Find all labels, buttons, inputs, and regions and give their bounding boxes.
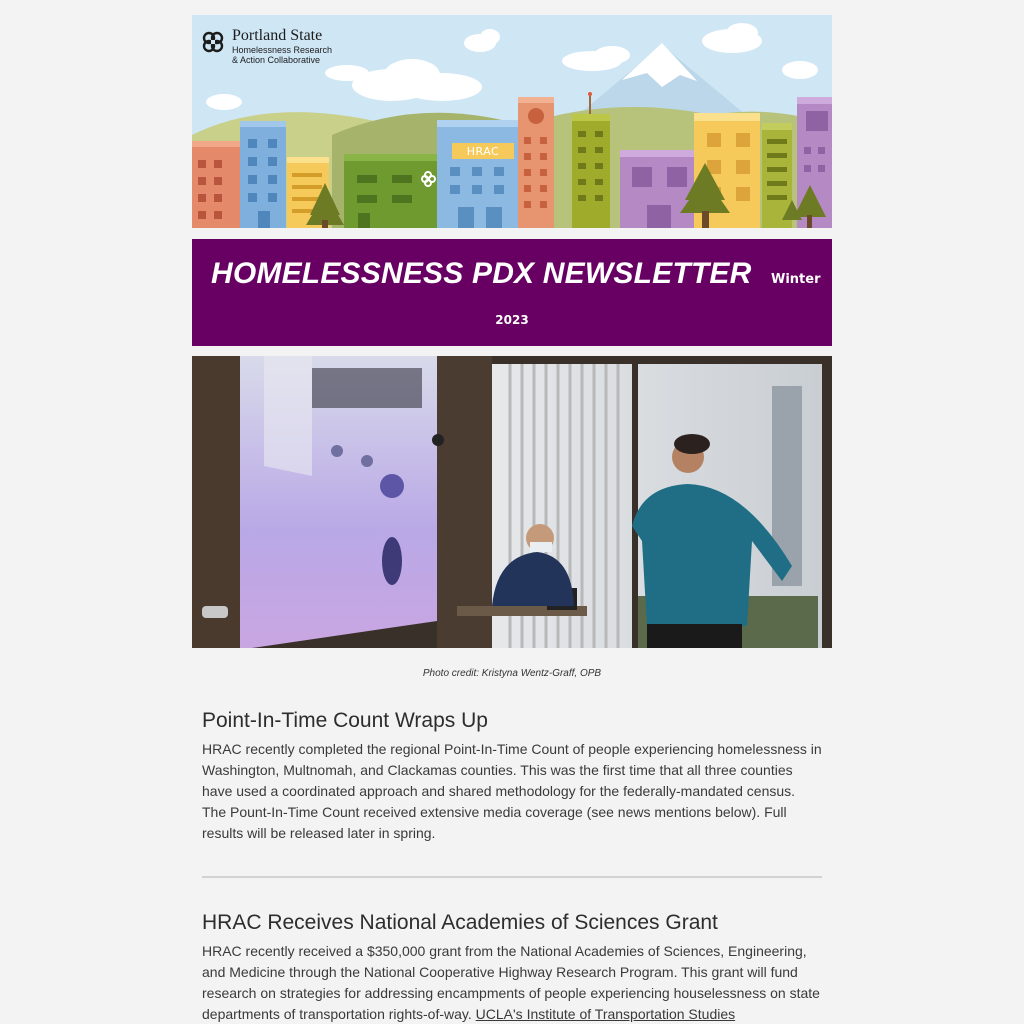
newsletter-title: HOMELESSNESS PDX NEWSLETTER [211,257,752,290]
presentation-photo [192,356,832,648]
logo-text [232,27,332,65]
newsletter-season: Winter [771,272,821,287]
masthead [192,239,832,346]
hrac-building-sign: HRAC [466,145,500,158]
article-pit-count [192,709,832,844]
hero-photo [192,356,832,648]
article-nas-grant [192,911,832,1024]
logo-line-1: Homelessness Research [232,45,333,55]
logo-line-2: & Action Collaborative [232,55,321,65]
article-heading: Point-In-Time Count Wraps Up [202,709,488,732]
logo-university: Portland State [232,27,323,44]
psu-logo[interactable] [200,27,332,65]
psu-logo-icon [200,29,226,55]
article-body-text: HRAC recently received a $350,000 grant from the National Academies of Sciences, Engineering, and Medicine through the National Cooperative Highway Research Program. This grant will fund research on strategies for addressing encampments of people experiencing houselessness on state departments of transportation rights-of-way. [202,943,820,1022]
newsletter-year: 2023 [495,313,529,327]
ucla-its-link[interactable]: UCLA's Institute of Transportation Studies [475,1006,736,1022]
article-body: HRAC recently completed the regional Point-In-Time Count of people experiencing homelessness in Washington, Multnomah, and Clackamas counties. This was the first time that all three counties have used a coordinated approach and shared methodology for the federally-mandated census. The Pount-In-Time Count received extensive media coverage (see news mentions below). Full results will be released later in spring. [202,741,822,841]
photo-caption: Photo credit: Kristyna Wentz-Graff, OPB [422,668,602,679]
article-body [202,941,822,1024]
section-divider [202,876,822,878]
header-banner [192,15,832,228]
article-heading: HRAC Receives National Academies of Sciences Grant [202,911,718,934]
newsletter [192,15,832,1024]
